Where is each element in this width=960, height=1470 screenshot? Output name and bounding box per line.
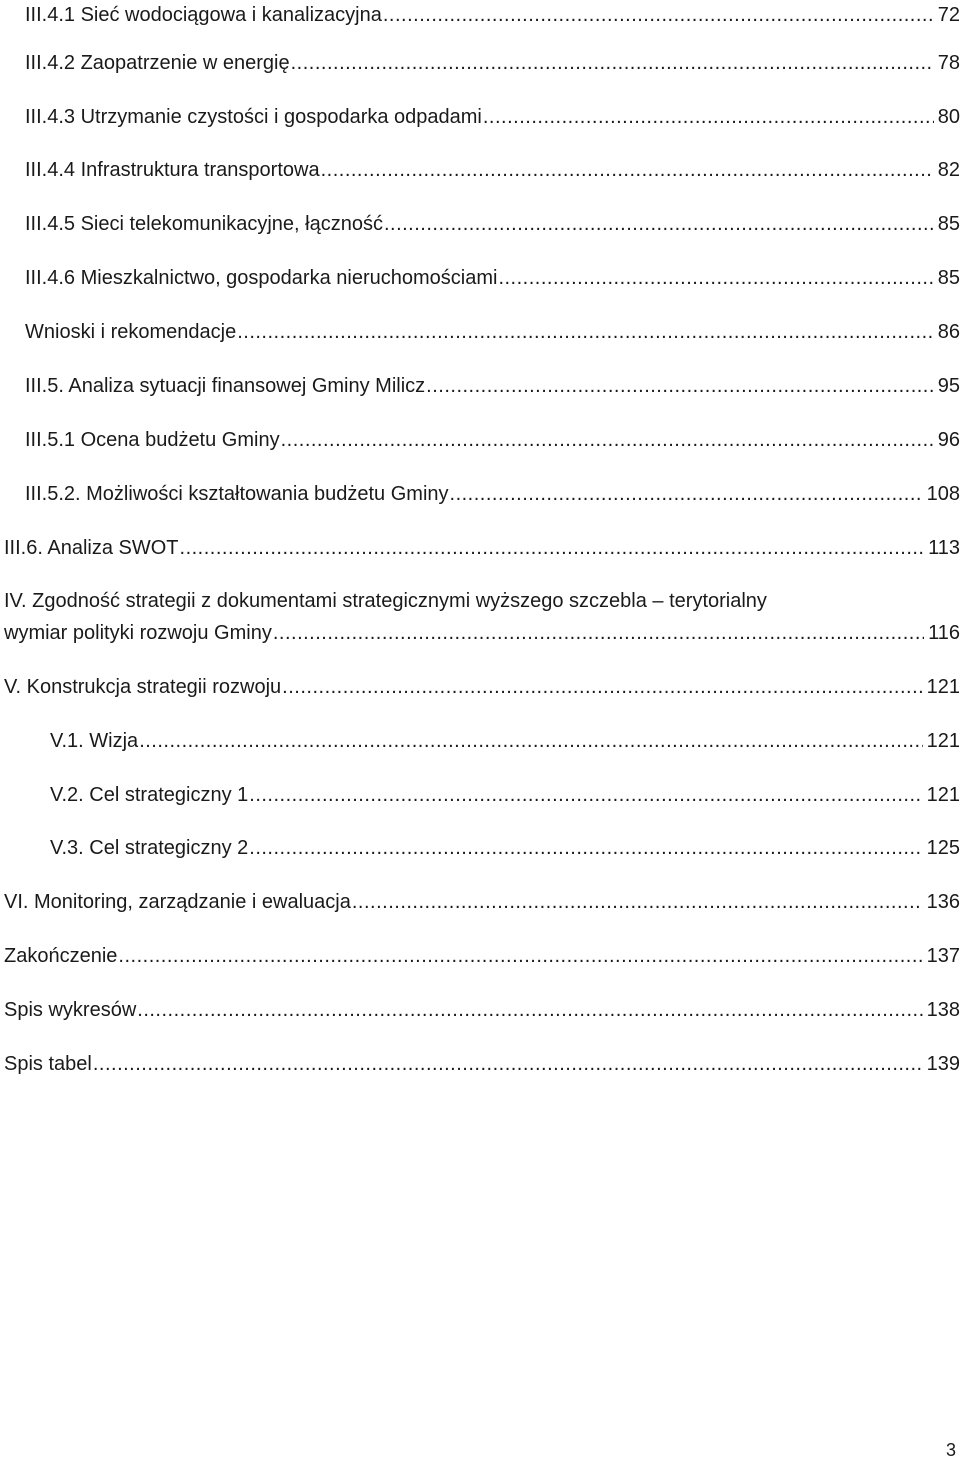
toc-entry[interactable] <box>25 209 960 239</box>
toc-entry-page: 116 <box>928 622 960 644</box>
toc-entry[interactable] <box>25 155 960 185</box>
toc-entry[interactable] <box>25 479 960 509</box>
toc-entry[interactable] <box>25 0 960 30</box>
toc-entry-title: III.5.2. Możliwości kształtowania budżetu Gminy <box>25 483 449 505</box>
dot-leader <box>450 479 923 509</box>
toc-entry-title: III.5.1 Ocena budżetu Gminy <box>25 429 280 451</box>
toc-entry-title: III.4.1 Sieć wodociągowa i kanalizacyjna <box>25 4 382 26</box>
toc-entry[interactable] <box>25 425 960 455</box>
dot-leader <box>180 533 925 563</box>
dot-leader <box>93 1049 923 1079</box>
toc-entry-title: Spis wykresów <box>4 999 137 1021</box>
toc-entry-page: 121 <box>926 784 960 806</box>
toc-entry[interactable] <box>4 995 960 1025</box>
toc-entry-page: 108 <box>926 483 960 505</box>
toc-entry[interactable] <box>50 833 960 863</box>
dot-leader <box>249 780 922 810</box>
toc-entry[interactable] <box>25 317 960 347</box>
toc-entry-page: 139 <box>926 1053 960 1075</box>
page-number: 3 <box>945 1440 956 1460</box>
toc-entry-title: VI. Monitoring, zarządzanie i ewaluacja <box>4 891 351 913</box>
toc-entry-page: 72 <box>937 4 960 26</box>
dot-leader <box>237 317 934 347</box>
toc-entry-title: V. Konstrukcja strategii rozwoju <box>4 676 282 698</box>
toc-entry[interactable] <box>25 371 960 401</box>
toc-entry-page: 80 <box>937 106 960 128</box>
dot-leader <box>249 833 922 863</box>
toc-entry-page: 85 <box>937 267 960 289</box>
toc-entry[interactable] <box>25 48 960 78</box>
toc-entry-title: Wnioski i rekomendacje <box>25 321 237 343</box>
toc-entry-page: 121 <box>926 676 960 698</box>
toc-entry-title: III.4.3 Utrzymanie czystości i gospodarka odpadami <box>25 106 482 128</box>
toc-entry-title: V.1. Wizja <box>50 730 139 752</box>
dot-leader <box>137 995 922 1025</box>
toc-entry-title: Zakończenie <box>4 945 118 967</box>
dot-leader <box>498 263 933 293</box>
dot-leader <box>139 726 922 756</box>
dot-leader <box>118 941 922 971</box>
toc-entry-page: 138 <box>926 999 960 1021</box>
toc-entry-page: 78 <box>937 52 960 74</box>
dot-leader <box>384 209 934 239</box>
toc-entry-page: 96 <box>937 429 960 451</box>
toc-entry-title: III.4.6 Mieszkalnictwo, gospodarka nieruchomościami <box>25 267 498 289</box>
toc-entry-title-line1[interactable]: IV. Zgodność strategii z dokumentami strategicznymi wyższego szczebla – terytorialny <box>4 590 767 612</box>
toc-entry-page: 85 <box>937 213 960 235</box>
dot-leader <box>426 371 934 401</box>
toc-entry-title: Spis tabel <box>4 1053 92 1075</box>
toc-entry-page: 121 <box>926 730 960 752</box>
toc-entry-title: V.3. Cel strategiczny 2 <box>50 837 249 859</box>
toc-entry[interactable] <box>25 102 960 132</box>
toc-entry-page: 125 <box>926 837 960 859</box>
dot-leader <box>352 887 923 917</box>
toc-entry-title: III.5. Analiza sytuacji finansowej Gminy Milicz <box>25 375 426 397</box>
dot-leader <box>321 155 934 185</box>
dot-leader <box>281 425 934 455</box>
dot-leader <box>483 102 934 132</box>
dot-leader <box>282 672 922 702</box>
toc-entry[interactable] <box>4 1049 960 1079</box>
toc-entry-title: wymiar polityki rozwoju Gminy <box>4 622 272 644</box>
toc-entry[interactable] <box>4 672 960 702</box>
toc-entry-title: III.4.4 Infrastruktura transportowa <box>25 159 320 181</box>
toc-entry-page: 86 <box>937 321 960 343</box>
toc-entry[interactable] <box>50 780 960 810</box>
toc-entry[interactable] <box>4 887 960 917</box>
toc-entry[interactable] <box>25 263 960 293</box>
toc-entry-page: 82 <box>937 159 960 181</box>
toc-entry[interactable] <box>50 726 960 756</box>
toc-entry[interactable] <box>4 941 960 971</box>
toc-entry-page: 136 <box>926 891 960 913</box>
dot-leader <box>273 618 924 648</box>
dot-leader <box>291 48 934 78</box>
toc-entry-title: III.4.2 Zaopatrzenie w energię <box>25 52 290 74</box>
toc-entry-title: III.6. Analiza SWOT <box>4 537 179 559</box>
toc-entry[interactable] <box>4 618 960 648</box>
toc-entry[interactable] <box>4 533 960 563</box>
toc-entry-page: 137 <box>926 945 960 967</box>
toc-entry-title: V.2. Cel strategiczny 1 <box>50 784 249 806</box>
toc-entry-title: III.4.5 Sieci telekomunikacyjne, łączność <box>25 213 383 235</box>
toc-entry-page: 95 <box>937 375 960 397</box>
dot-leader <box>383 0 934 30</box>
toc-entry-page: 113 <box>928 537 960 559</box>
